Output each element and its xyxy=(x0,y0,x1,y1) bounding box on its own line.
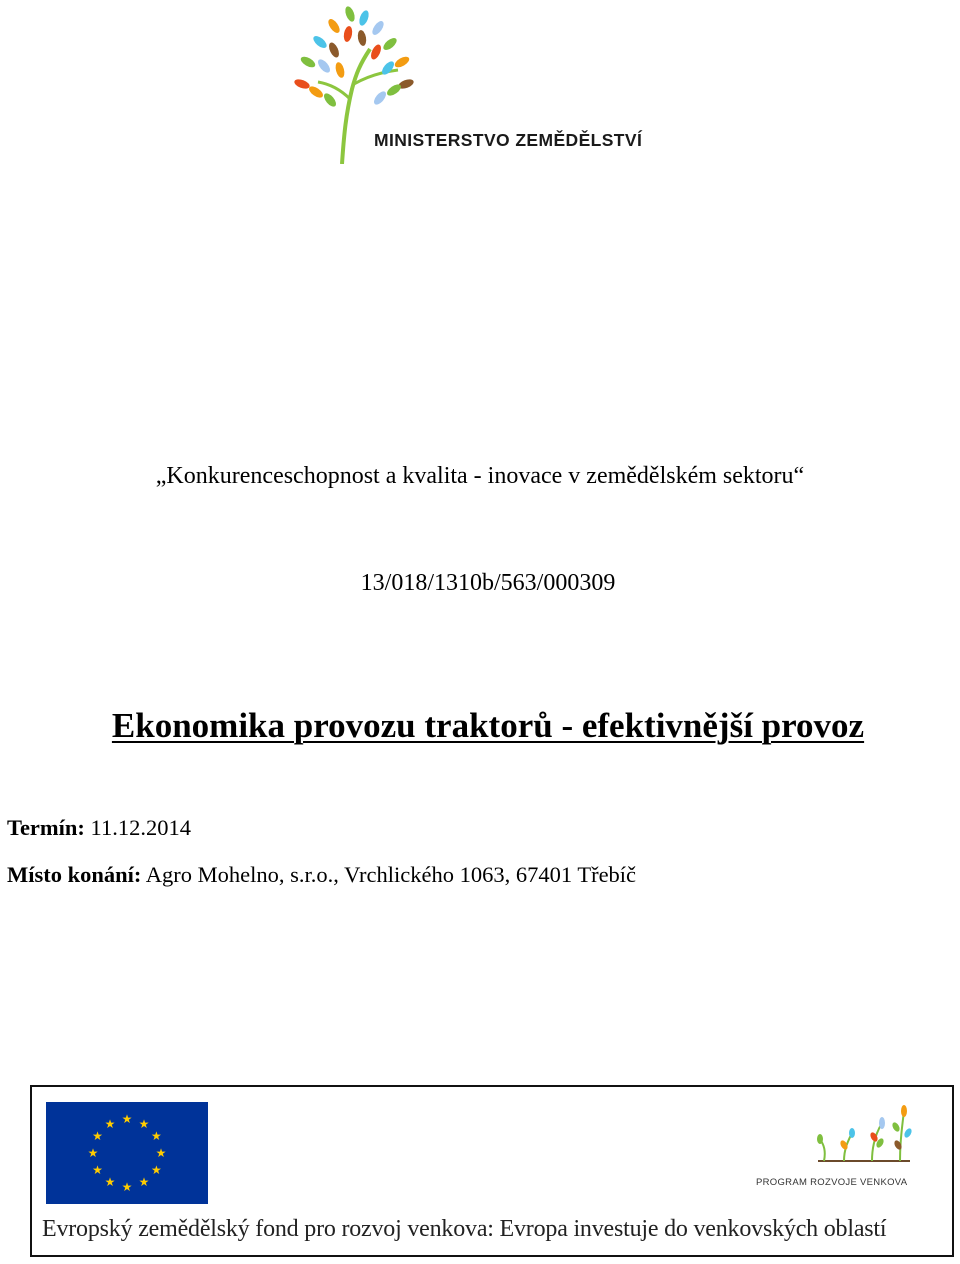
place-label: Místo konání: xyxy=(7,862,142,887)
eu-star-icon: ★ xyxy=(92,1129,103,1143)
project-title: „Konkurenceschopnost a kvalita - inovace v zemědělském sektoru“ xyxy=(155,463,805,489)
rural-development-program-logo xyxy=(744,1099,944,1209)
eu-star-icon: ★ xyxy=(92,1163,103,1177)
date-label: Termín: xyxy=(7,815,85,840)
ministry-logo xyxy=(290,4,670,164)
plant-sprouts-icon xyxy=(744,1099,944,1174)
eu-star-icon: ★ xyxy=(151,1129,162,1143)
place-value: Agro Mohelno, s.r.o., Vrchlického 1063, 67401 Třebíč xyxy=(145,862,637,887)
ministry-name: MINISTERSTVO ZEMĚDĚLSTVÍ xyxy=(374,130,643,150)
date-value: 11.12.2014 xyxy=(90,815,191,840)
project-code: 13/018/1310b/563/000309 xyxy=(360,570,616,596)
eu-star-icon: ★ xyxy=(138,1175,150,1190)
eu-star-icon: ★ xyxy=(121,1180,133,1194)
program-logo-text: PROGRAM ROZVOJE VENKOVA xyxy=(756,1177,908,1188)
course-title: Ekonomika provozu traktorů - efektivnější provoz xyxy=(111,706,865,745)
eu-funding-box xyxy=(30,1085,954,1257)
eu-star-icon: ★ xyxy=(104,1116,116,1131)
eu-star-icon: ★ xyxy=(138,1116,150,1131)
place-line xyxy=(7,862,636,888)
eu-star-icon: ★ xyxy=(155,1146,167,1160)
eu-star-icon: ★ xyxy=(121,1112,133,1126)
eu-fund-slogan: Evropský zemědělský fond pro rozvoj venkova: Evropa investuje do venkovských oblastí xyxy=(42,1216,887,1242)
eu-star-icon: ★ xyxy=(87,1146,99,1160)
eu-star-icon: ★ xyxy=(151,1163,162,1177)
date-line xyxy=(7,815,191,841)
eu-flag-icon xyxy=(46,1102,208,1204)
eu-star-icon: ★ xyxy=(104,1175,116,1190)
